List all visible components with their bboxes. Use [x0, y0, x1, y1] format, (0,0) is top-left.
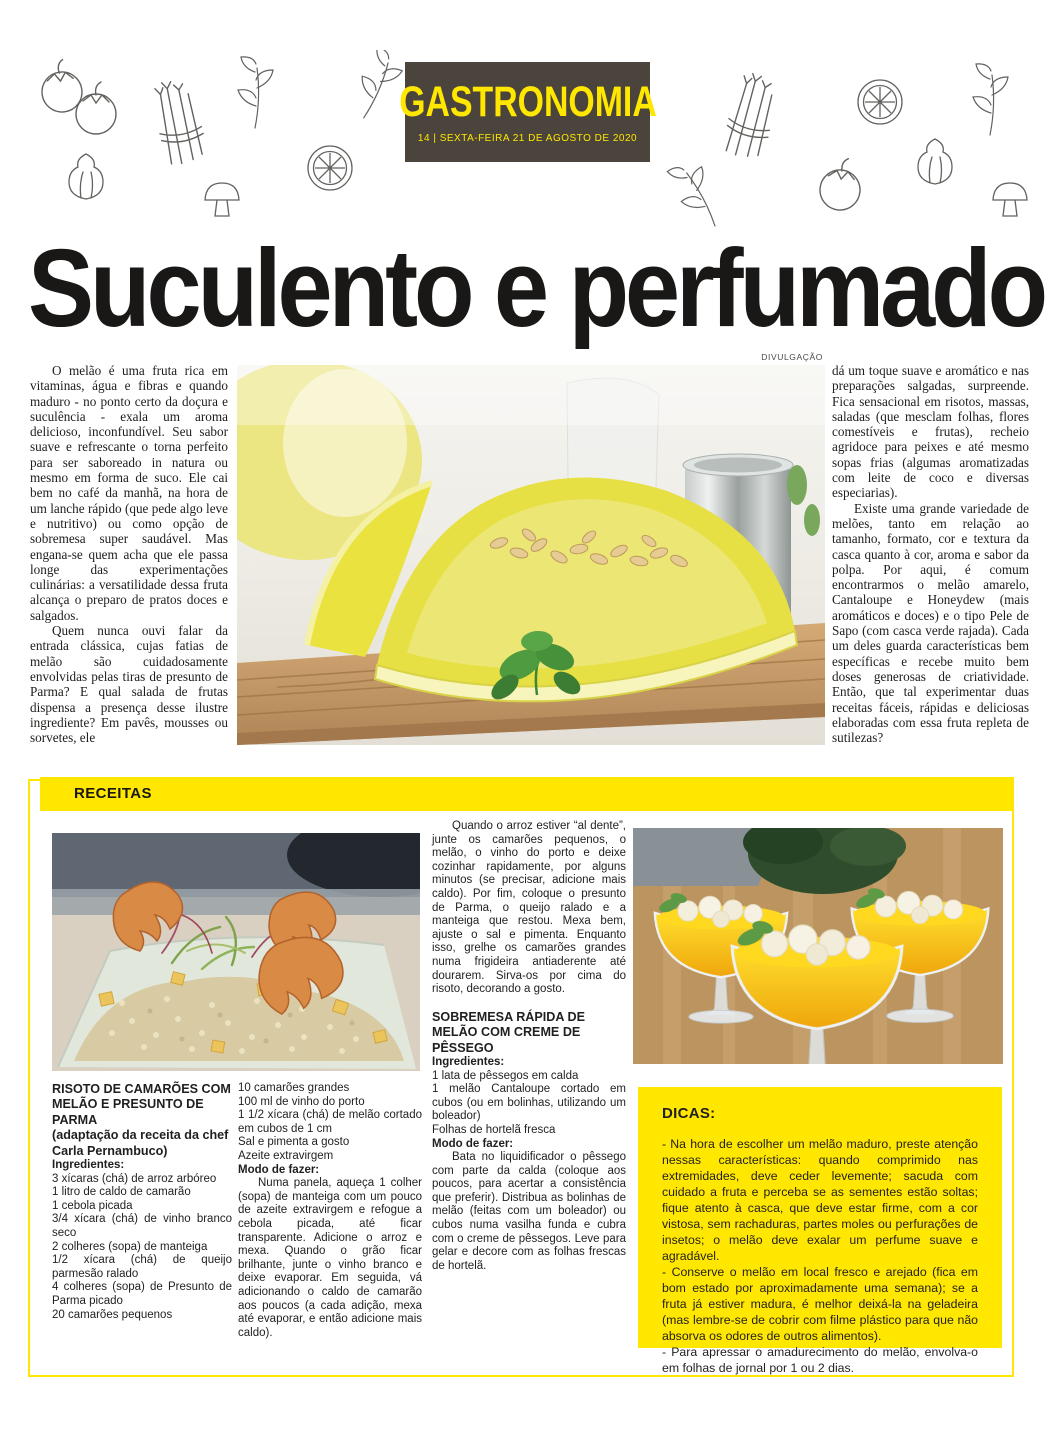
recipes-banner-label: RECEITAS — [74, 785, 152, 802]
dessert-photo-illustration — [633, 828, 1003, 1064]
tips-box — [638, 1087, 1002, 1375]
ingredients-label: Ingredientes: — [52, 1159, 125, 1172]
ingredient-item: 1 cebola picada — [52, 1199, 133, 1212]
ingredient-item: 10 camarões grandes — [238, 1082, 350, 1094]
article-paragraph: O melão é uma fruta rica em vitaminas, água e fibras e quando maduro - no ponto certo da doçura e suculência - exala um aroma delicioso, inconfundível. Seu sabor suave e refrescante o torna perfeito para ser saboreado in natura ou mesmo em forma de suco. Ele cai bem no café da manhã, na hora de um lanche rápido (que pede algo leve e nutritivo) ou como opção de sobremesa super saudável. Mas engana-se quem acha que ele passa longe das experimentações culinárias: a versatilidade dessa fruta alcança o preparo de pratos doces e salgados. — [30, 363, 228, 623]
article-paragraph: Quem nunca ouvi falar da entrada clássica, cujas fatias de melão são cuidadosamente envolvidas pelas tiras de presunto de Parma? E qual salada de frutas dispensa a presença desse ilustre ingrediente? Em pavês, mousses ou sorvetes, ele — [30, 623, 228, 746]
ingredient-item: 1/2 xícara (chá) de queijo parmesão ralado — [52, 1254, 232, 1280]
ingredient-item: 3/4 xícara (chá) de vinho branco seco — [52, 1213, 232, 1239]
section-title: GASTRONOMIA — [398, 76, 657, 126]
header-band — [0, 50, 1058, 230]
method-paragraph: Numa panela, aqueça 1 colher (sopa) de manteiga com um pouco de azeite extravirgem e refogue a cebola picada, até ficar transparente. Adicione o arroz e mexa. Quando o grão ficar brilhante, junte o vinho branco e deixe evaporar. Em seguida, vá adicionando o caldo de camarão aos poucos (a cada adição, mexa até evaporar, e então adicione mais caldo). — [238, 1177, 422, 1339]
recipes-banner — [40, 777, 1014, 811]
risotto-photo-illustration — [52, 833, 420, 1071]
tip-item: - Conserve o melão em local fresco e arejado (fica em bom estado por aproximadamente uma semana); se a fruta já estiver madura, é melhor deixá-la na geladeira (mas lembre-se de cobrir com filme plástico para que não absorva os odores de outros alimentos). — [662, 1265, 978, 1343]
article-paragraph: Existe uma grande variedade de melões, tanto em relação ao tamanho, formato, cor e textura da casca quanto à cor, aroma e sabor da polpa. Por aqui, é comum encontrarmos o melão amarelo, Cantaloupe e Honeydew (mais aromáticos e doces) e o tipo Pele de Sapo (com casca verde rajada). Cada um deles guarda características bem específicas e recebe muito bem doses generosas de criatividade. Então, que tal experimentar duas receitas fáceis, rápidas e deliciosas elaboradas com essa fruta repleta de sutilezas? — [832, 500, 1029, 746]
recipe1-title: RISOTO DE CAMARÕES COM MELÃO E PRESUNTO DE PARMA — [52, 1082, 231, 1127]
ingredient-item: Sal e pimenta a gosto — [238, 1136, 350, 1149]
article-paragraph: dá um toque suave e aromático e nas preparações salgadas, surpreende. Fica sensacional em risotos, massas, saladas (que mesclam folhas, flores comestíveis e frutas), recheio agridoce para peixes e até mesmo sopas frias (algumas aromatizadas com leite de coco e diversas especiarias). — [832, 363, 1029, 501]
ingredients-label: Ingredientes: — [432, 1055, 505, 1068]
recipe1-subtitle: (adaptação da receita da chef Carla Pernambuco) — [52, 1128, 229, 1158]
method-label: Modo de fazer: — [238, 1163, 320, 1176]
recipe-middle-column — [432, 820, 626, 1273]
ingredient-item: 1 lata de pêssegos em calda — [432, 1069, 579, 1082]
article-column-right — [832, 363, 1029, 745]
ingredient-item: 2 colheres (sopa) de manteiga — [52, 1240, 208, 1253]
recipe1-column — [52, 1082, 232, 1322]
recipe2-title: SOBREMESA RÁPIDA DE MELÃO COM CREME DE PÊSSEGO — [432, 1009, 586, 1055]
section-masthead — [398, 62, 657, 162]
ingredient-item: Folhas de hortelã fresca — [432, 1123, 556, 1136]
method-paragraph: Quando o arroz estiver “al dente”, junte os camarões pequenos, o melão, o vinho do porto e deixe cozinhar rapidamente, por alguns minutos (se precisar, adicione mais caldo). Por fim, coloque o presunto de Parma, o queijo ralado e a manteiga que restou. Mexa bem, ajuste o sal e pimenta. Enquanto isso, grelhe os camarões grandes numa frigideira antiaderente até dourarem. Sirva-os por cima do risoto, decorando a gosto. — [432, 820, 626, 996]
ingredient-item: 1 1/2 xícara (chá) de melão cortado em cubos de 1 cm — [238, 1109, 422, 1135]
risotto-photo — [52, 833, 420, 1071]
article-column-left — [30, 363, 228, 745]
ingredient-item: Azeite extravirgem — [238, 1149, 334, 1162]
ingredient-item: 3 xícaras (chá) de arroz arbóreo — [52, 1172, 217, 1185]
method-label: Modo de fazer: — [432, 1137, 514, 1150]
recipe1-column-2 — [238, 1082, 422, 1340]
tip-item: - Para apressar o amadurecimento do melão, envolva-o em folhas de jornal por 1 ou 2 dias. — [662, 1345, 978, 1375]
photo-credit: DIVULGAÇÃO — [761, 352, 823, 362]
ingredient-item: 1 litro de caldo de camarão — [52, 1186, 191, 1199]
tips-title: DICAS: — [662, 1105, 716, 1122]
headline: Suculento e perfumado — [28, 225, 1045, 350]
melon-photo — [237, 365, 825, 745]
ingredient-item: 100 ml de vinho do porto — [238, 1095, 365, 1108]
page-date-line: 14 | SEXTA-FEIRA 21 DE AGOSTO DE 2020 — [417, 132, 638, 144]
method-paragraph: Bata no liquidificador o pêssego com parte da calda (coloque aos poucos, para acertar a consistência que preferir). Distribua as bolinhas de melão (feitas com um boleador) ou cubos numa vasilha funda e cubra com o creme de pêssegos. Leve para gelar e decore com as folhas frescas de hortelã. — [432, 1151, 626, 1272]
ingredient-item: 4 colheres (sopa) de Presunto de Parma picado — [52, 1281, 232, 1307]
melon-photo-illustration — [237, 365, 825, 745]
ingredient-item: 1 melão Cantaloupe cortado em cubos (ou em bolinhas, utilizando um boleador) — [432, 1083, 626, 1123]
tip-item: - Na hora de escolher um melão maduro, preste atenção nessas características: quando comprimido nas extremidades, deve ceder levemente; sacuda com cuidado a fruta e perceba se as sementes estão soltas; fique atento à casca, que deve estar firme, com a cor vistosa, sem rachaduras, partes moles ou perfurações de insetos; o melão deve exalar um perfume suave e agradável. — [662, 1137, 978, 1263]
ingredient-item: 20 camarões pequenos — [52, 1308, 173, 1321]
dessert-photo — [633, 828, 1003, 1064]
